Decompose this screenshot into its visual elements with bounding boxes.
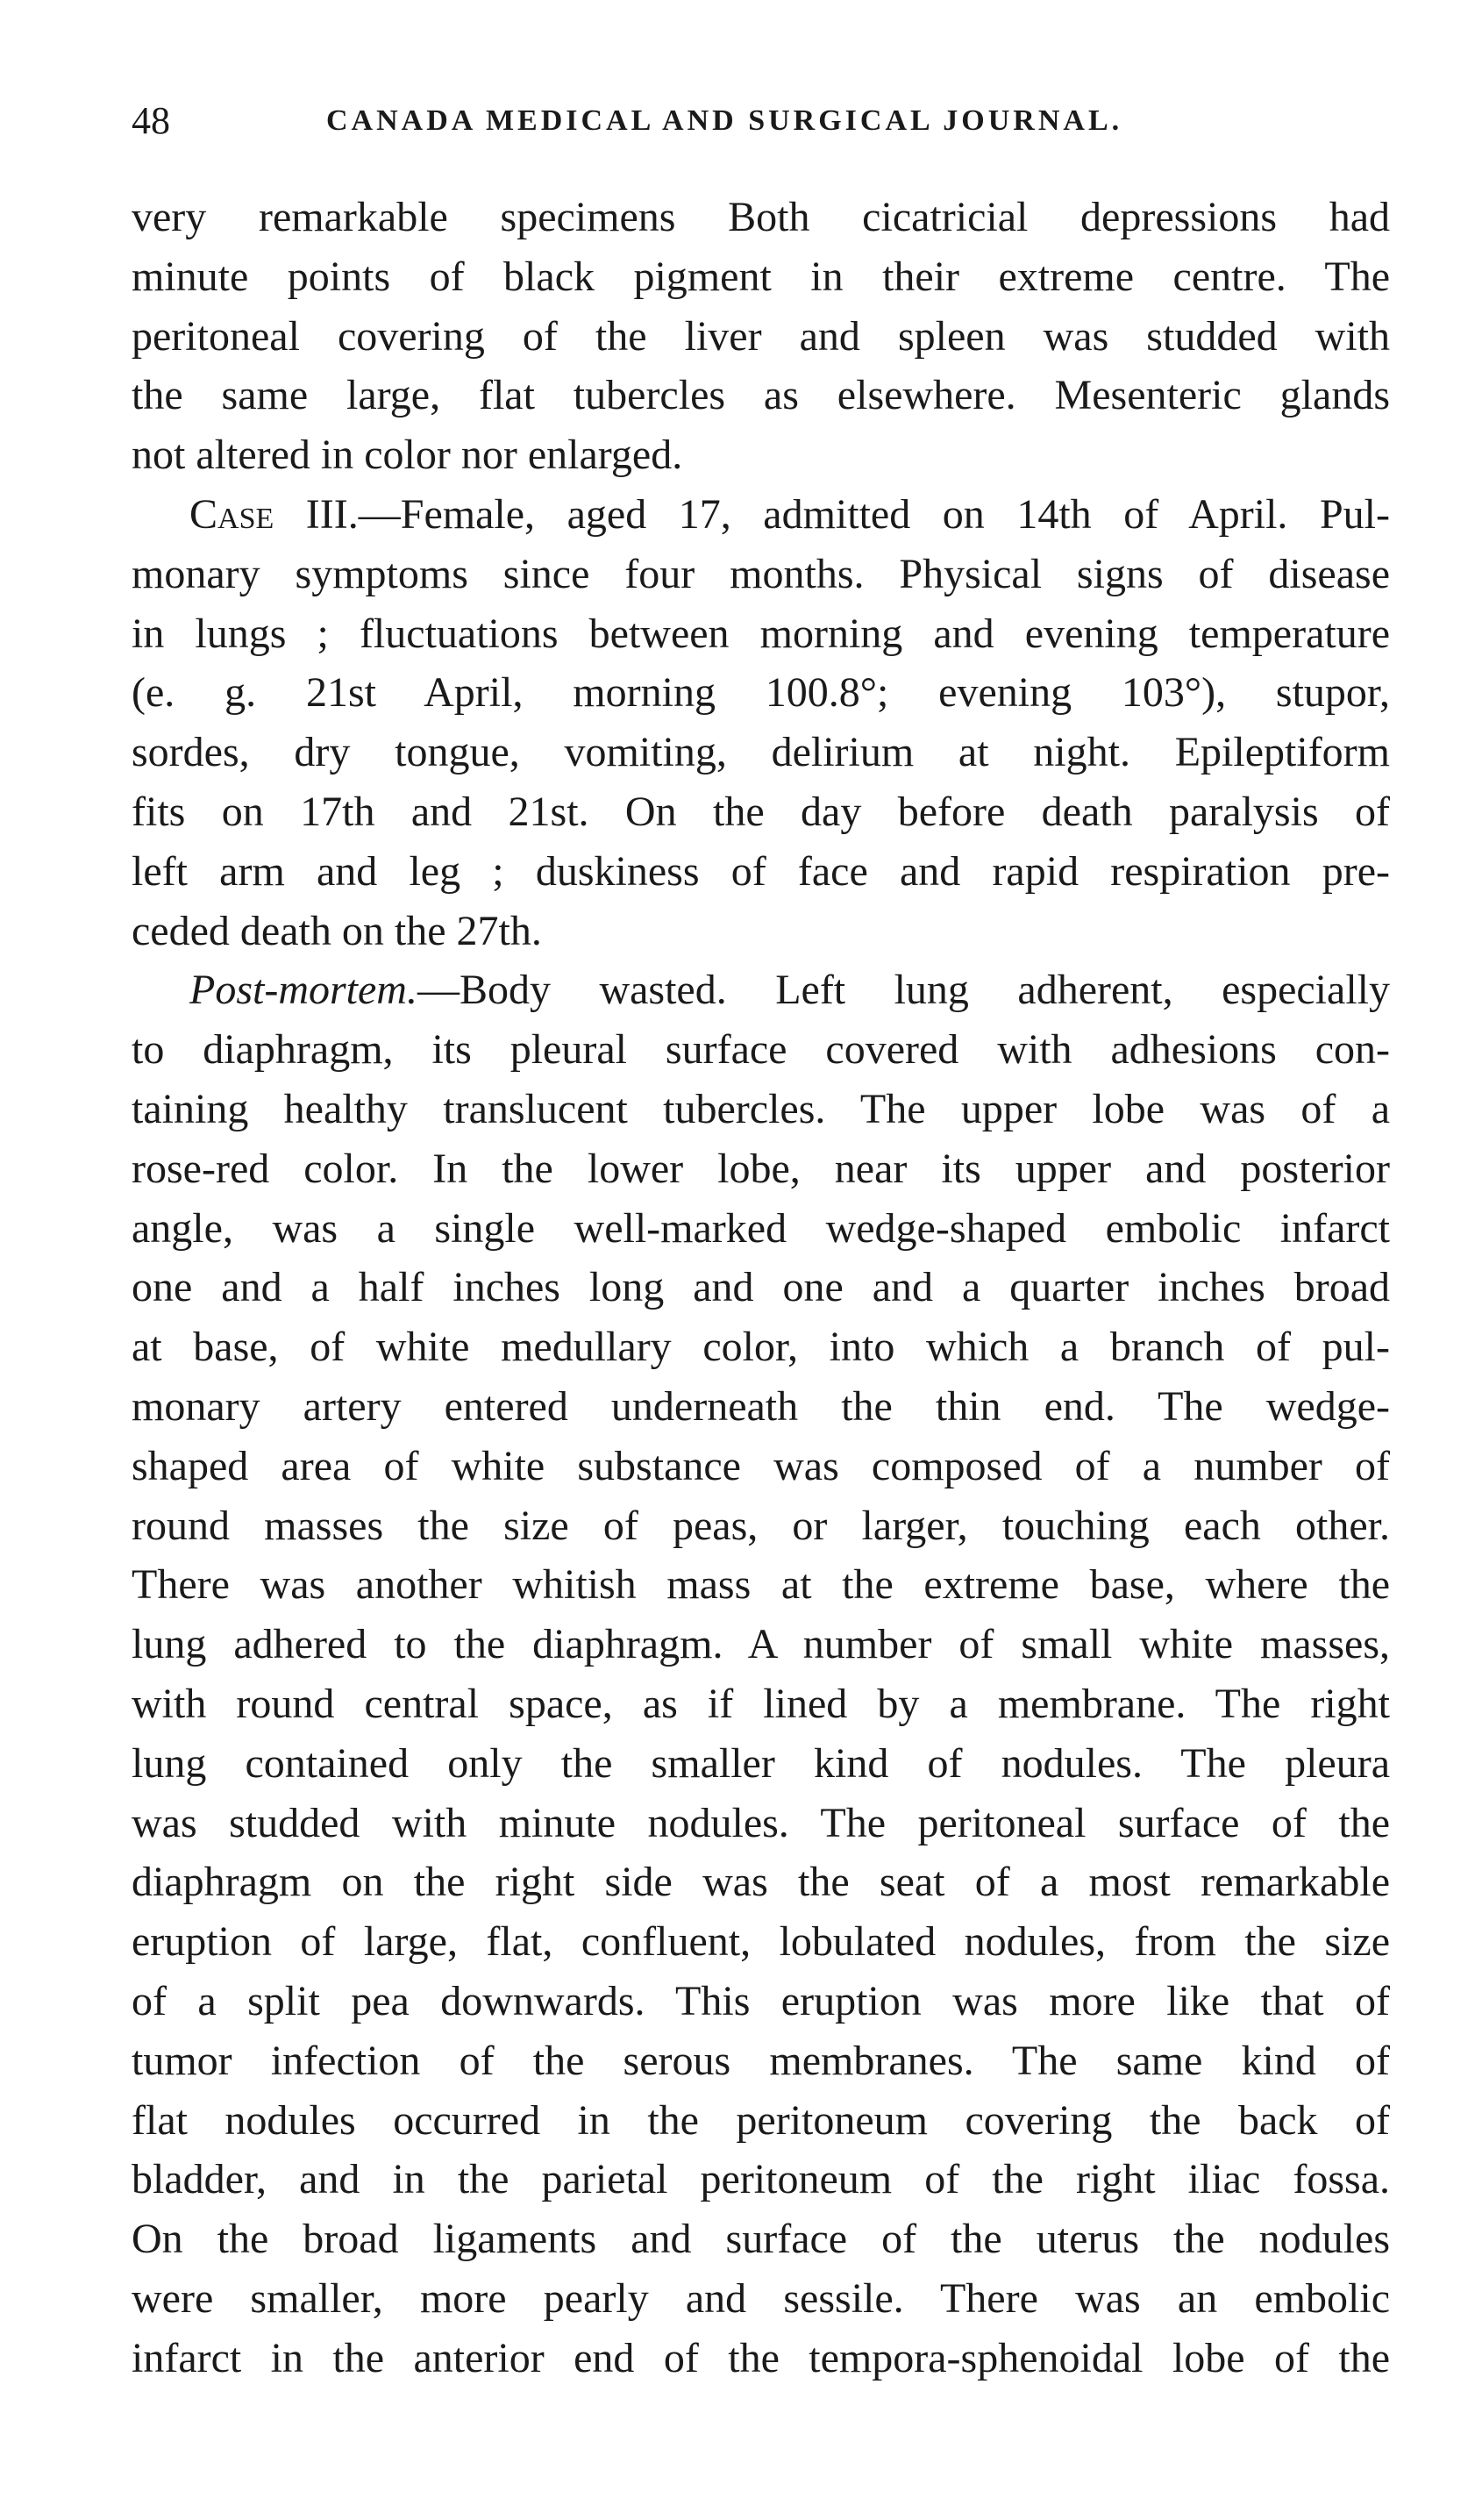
text-line: monary artery entered underneath the thin end. The wedge- <box>132 1382 1390 1430</box>
text-line: at base, of white medullary color, into which a branch of pul- <box>132 1324 1390 1371</box>
text-line: minute points of black pigment in their extreme centre. The <box>132 253 1390 300</box>
case-heading-line <box>132 485 1390 545</box>
text-line: monary symptoms since four months. Physical signs of disease <box>132 550 1390 597</box>
text-line: (e. g. 21st April, morning 100.8°; evening 103°), stupor, <box>132 669 1390 717</box>
body-text <box>132 188 1390 2388</box>
text-line: peritoneal covering of the liver and spleen was studded with <box>132 312 1390 360</box>
text-line: very remarkable specimens Both cicatricial depressions had <box>132 194 1390 240</box>
text-line: bladder, and in the parietal peritoneum of the right iliac fossa. <box>132 2156 1390 2203</box>
text-line: On the broad ligaments and surface of the uterus the nodules <box>132 2216 1390 2263</box>
text-line: diaphragm on the right side was the seat of a most remarkable <box>132 1859 1390 1906</box>
text-line: was studded with minute nodules. The peritoneal surface of the <box>132 1799 1390 1846</box>
post-mortem-heading-line <box>132 960 1390 1020</box>
text-line: were smaller, more pearly and sessile. There was an embolic <box>132 2274 1390 2322</box>
text-line: taining healthy translucent tubercles. The upper lobe was of a <box>132 1085 1390 1132</box>
text-line: round masses the size of peas, or larger, touching each other. <box>132 1502 1390 1549</box>
post-mortem-heading-text: —Body wasted. Left lung adherent, especially <box>417 967 1390 1014</box>
text-line: flat nodules occurred in the peritoneum covering the back of <box>132 2096 1390 2144</box>
text-line: angle, was a single well-marked wedge-shaped embolic infarct <box>132 1204 1390 1252</box>
text-line: eruption of large, flat, confluent, lobulated nodules, from the size <box>132 1918 1390 1966</box>
text-line: to diaphragm, its pleural surface covered with adhesions con- <box>132 1026 1390 1074</box>
text-line: lung contained only the smaller kind of nodules. The pleura <box>132 1739 1390 1787</box>
case-heading-text: —Female, aged 17, admitted on 14th of April. Pul- <box>358 490 1390 538</box>
text-line: shaped area of white substance was composed of a number of <box>132 1442 1390 1489</box>
running-head <box>132 95 1377 147</box>
text-line: infarct in the anterior end of the tempora-sphenoidal lobe of the <box>132 2334 1390 2381</box>
post-mortem-label: Post-mortem. <box>189 967 417 1014</box>
text-line: tumor infection of the serous membranes. The same kind of <box>132 2037 1390 2084</box>
text-line: left arm and leg ; duskiness of face and rapid respiration pre- <box>132 847 1390 895</box>
text-line: not altered in color nor enlarged. <box>132 432 683 479</box>
text-line: sordes, dry tongue, vomiting, delirium at night. Epileptiform <box>132 729 1390 776</box>
text-line: There was another whitish mass at the extreme base, where the <box>132 1561 1390 1609</box>
text-line: in lungs ; fluctuations between morning and evening temperature <box>132 610 1390 657</box>
text-line: one and a half inches long and one and a quarter inches broad <box>132 1264 1390 1311</box>
journal-title: CANADA MEDICAL AND SURGICAL JOURNAL. <box>326 104 1123 137</box>
text-line: ceded death on the 27th. <box>132 907 542 954</box>
text-line: the same large, flat tubercles as elsewhere. Mesenteric glands <box>132 372 1390 419</box>
text-line: with round central space, as if lined by a membrane. The right <box>132 1680 1390 1727</box>
page-number: 48 <box>132 99 170 142</box>
case-label: Case III. <box>189 490 359 538</box>
text-line: fits on 17th and 21st. On the day before death paralysis of <box>132 788 1390 835</box>
text-line: of a split pea downwards. This eruption was more like that of <box>132 1977 1390 2024</box>
text-line: rose-red color. In the lower lobe, near its upper and posterior <box>132 1145 1390 1192</box>
text-line: lung adhered to the diaphragm. A number of small white masses, <box>132 1621 1390 1668</box>
